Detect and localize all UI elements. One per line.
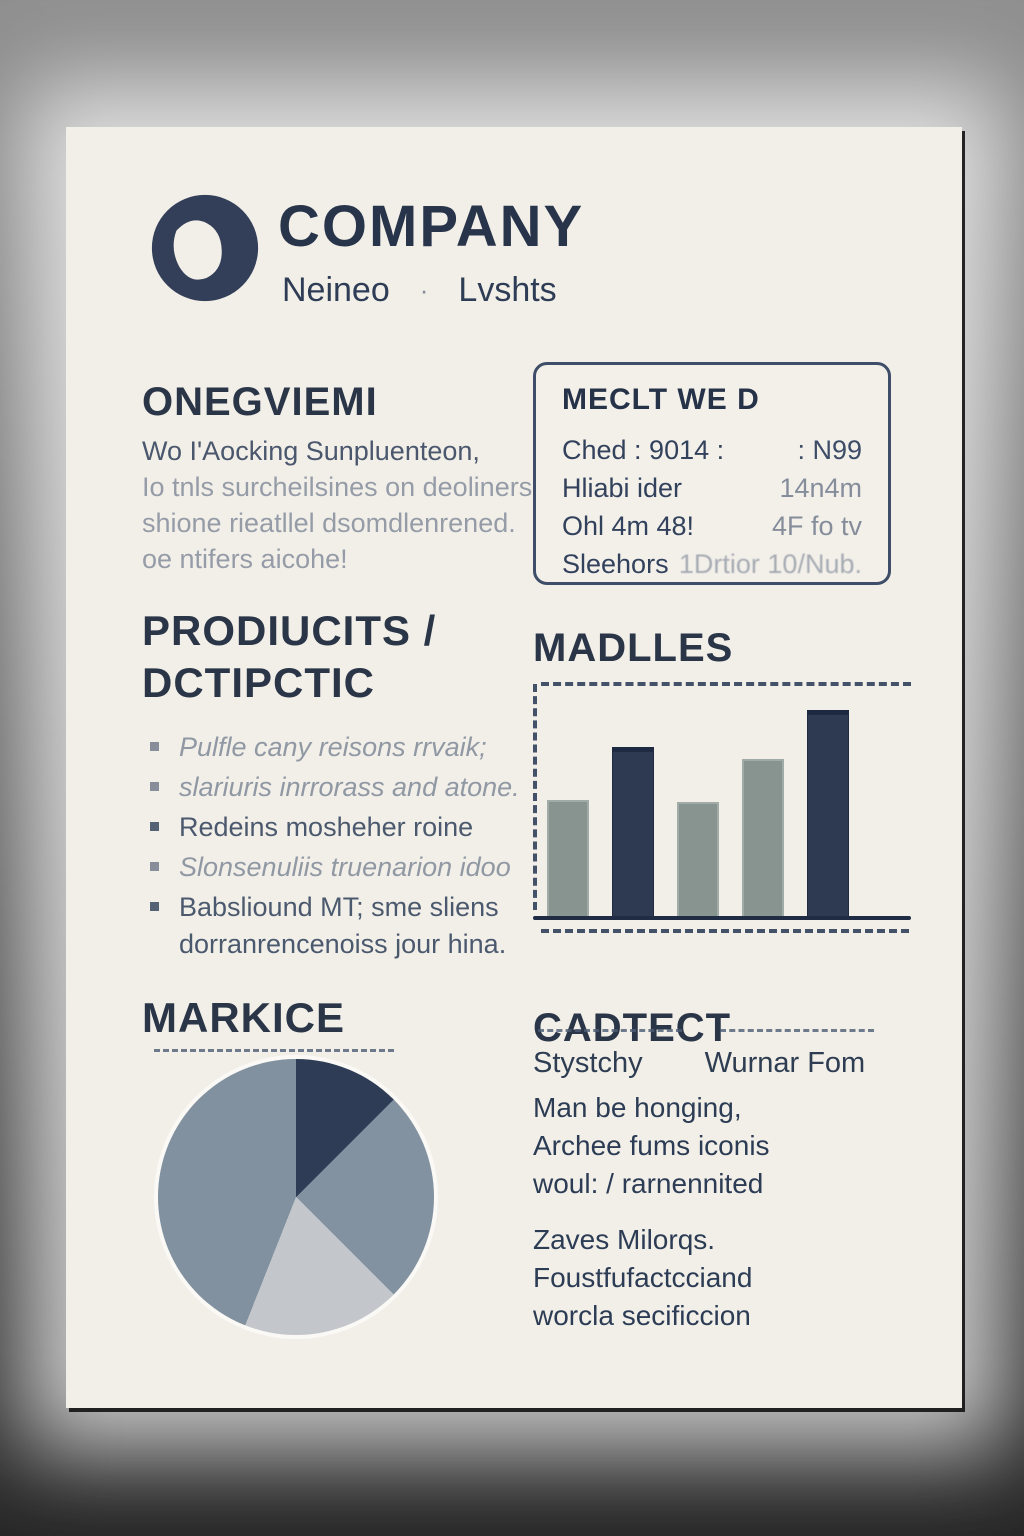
- company-logo-icon: [146, 189, 264, 307]
- contact-paragraph-2: [533, 1221, 793, 1335]
- brand-subtitle-left: Neineo: [282, 271, 390, 309]
- chart-top-dashed-line: [541, 682, 911, 686]
- info-row-value: 1Drtior 10/Nub.: [678, 549, 862, 579]
- bullet-text: slariuris inrrorass and atone.: [179, 772, 520, 802]
- contact-section-title: CADTECT: [533, 1006, 732, 1050]
- brand-subtitle-right: Lvshts: [458, 271, 557, 309]
- pie-section-dashed-line: [154, 1049, 394, 1052]
- contact-dashed-line-right: [720, 1029, 874, 1032]
- bar-3: [677, 802, 719, 918]
- contact-line: woul: / rarnennited: [533, 1168, 764, 1199]
- contact-paragraph-1: [533, 1089, 793, 1203]
- bar-chart-section-title: MADLLES: [533, 626, 734, 670]
- products-title-line1: PRODIUCITS /: [142, 607, 437, 654]
- info-row-value: 14n4m: [779, 473, 862, 503]
- bullet-square-icon: [150, 862, 159, 871]
- info-row: [562, 431, 862, 469]
- contact-column-labels: [533, 1047, 865, 1080]
- bullet-item: [150, 729, 570, 766]
- bar-2: [612, 747, 654, 918]
- info-row-label: Sleehors: [562, 549, 669, 579]
- bullet-item: [150, 769, 570, 806]
- info-row-label: Ched : 9014 :: [562, 435, 725, 465]
- pie-chart-section-title: MARKICE: [142, 994, 345, 1041]
- contact-line: Archee fums iconis: [533, 1130, 770, 1161]
- contact-line: worcla secificcion: [533, 1300, 751, 1331]
- products-bullet-list: [150, 729, 570, 966]
- pie-chart: [158, 1059, 434, 1335]
- chart-y-axis-dashed: [533, 684, 537, 910]
- overview-section-title: ONEGVIEMI: [142, 380, 378, 424]
- contact-line: Man be honging,: [533, 1092, 742, 1123]
- bullet-square-icon: [150, 742, 159, 751]
- overview-line: shione rieatllel dsomdlenrened.: [142, 508, 516, 538]
- info-row-label: Hliabi ider: [562, 473, 683, 503]
- info-row-value: 4F fo tv: [771, 511, 862, 541]
- bullet-square-icon: [150, 902, 159, 911]
- products-title-line2: DCTIPCTIC: [142, 659, 375, 706]
- bar-5: [807, 710, 849, 918]
- chart-baseline: [533, 916, 911, 920]
- contact-col1-label: Stystchy: [533, 1047, 643, 1079]
- info-row-value: : N99: [797, 435, 862, 465]
- overview-paragraph: [142, 433, 542, 577]
- info-box-title: MECLT WE D: [562, 383, 760, 416]
- bar-1: [547, 800, 589, 918]
- overview-line: oe ntifers aicohe!: [142, 544, 348, 574]
- bullet-text: Pulfle cany reisons rrvaik;: [179, 732, 487, 762]
- bar-chart-bars: [547, 687, 849, 918]
- bullet-item: [150, 809, 570, 846]
- bullet-text: Redeins mosheher roine: [179, 812, 474, 842]
- brand-subtitle: [282, 271, 557, 310]
- contact-line: Foustfufactcciand: [533, 1262, 753, 1293]
- info-row: [562, 507, 862, 545]
- bar-4: [742, 759, 784, 918]
- bullet-text: Slonsenuliis truenarion idoo: [179, 852, 511, 882]
- info-box-rows: [562, 431, 862, 583]
- bullet-item: [150, 889, 570, 963]
- contact-dashed-line-left: [538, 1029, 682, 1032]
- meeting-info-box: [533, 362, 891, 585]
- contact-col2-label: Wurnar Fom: [704, 1047, 866, 1079]
- document-page: [66, 127, 962, 1408]
- info-row: [562, 469, 862, 507]
- bullet-item: [150, 849, 570, 886]
- overview-line: Io tnls surcheilsines on deoliners: [142, 472, 533, 502]
- products-section-title: [142, 605, 436, 709]
- contact-line: Zaves Milorqs.: [533, 1224, 716, 1255]
- overview-line: Wo I'Aocking Sunpluenteon,: [142, 436, 480, 466]
- dot-separator-icon: ·: [419, 275, 429, 305]
- info-row-label: Ohl 4m 48!: [562, 511, 695, 541]
- bullet-text: Babsliound MT; sme sliens dorranrencenoiss jour hina.: [179, 892, 507, 959]
- bar-chart: [525, 680, 917, 934]
- info-row: [562, 545, 862, 583]
- company-name: COMPANY: [278, 194, 585, 259]
- bullet-square-icon: [150, 822, 159, 831]
- bullet-square-icon: [150, 782, 159, 791]
- chart-bottom-dashed-line: [541, 929, 909, 933]
